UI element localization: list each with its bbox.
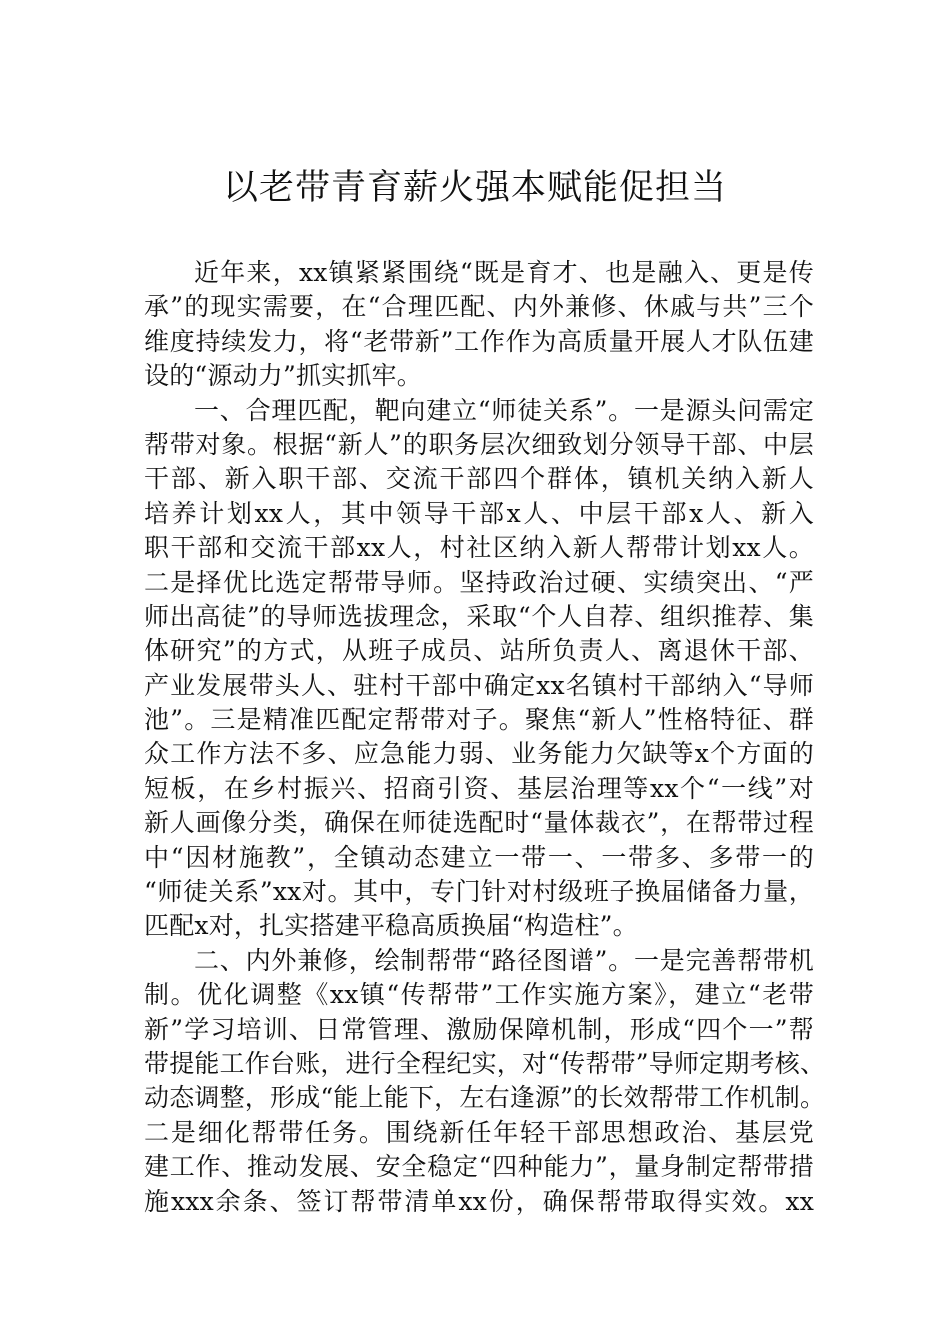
body-line: 制。优化调整《xx镇“传帮带”工作实施方案》，建立“老带 [144, 980, 814, 1010]
body-line: 培养计划xx人，其中领导干部x人、中层干部x人、新入 [144, 498, 814, 528]
body-line: 帮带对象。根据“新人”的职务层次细致划分领导干部、中层 [144, 429, 814, 459]
body-line: 二是择优比选定帮带导师。坚持政治过硬、实绩突出、“严 [144, 567, 814, 597]
body-line: 近年来，xx镇紧紧围绕“既是育才、也是融入、更是传 [194, 258, 814, 287]
body-line: 动态调整，形成“能上能下，左右逢源”的长效帮带工作机制。 [144, 1083, 826, 1113]
body-line: 带提能工作台账，进行全程纪实，对“传帮带”导师定期考核、 [144, 1048, 826, 1078]
body-line: 短板，在乡村振兴、招商引资、基层治理等xx个“一线”对 [144, 773, 814, 803]
body-line: 池”。三是精准匹配定帮带对子。聚焦“新人”性格特征、群 [144, 705, 814, 735]
body-line: 建工作、推动发展、安全稳定“四种能力”，量身制定帮带措 [144, 1152, 814, 1182]
body-line: 新人画像分类，确保在师徒选配时“量体裁衣”，在帮带过程 [144, 808, 814, 838]
body-line: 体研究”的方式，从班子成员、站所负责人、离退休干部、 [144, 636, 814, 666]
body-line: 职干部和交流干部xx人，村社区纳入新人帮带计划xx人。 [144, 533, 814, 563]
body-line: 师出高徒”的导师选拔理念，采取“个人自荐、组织推荐、集 [144, 601, 814, 631]
body-line: 二是细化帮带任务。围绕新任年轻干部思想政治、基层党 [144, 1117, 814, 1147]
body-line: 新”学习培训、日常管理、激励保障机制，形成“四个一”帮 [144, 1014, 814, 1044]
body-line: 维度持续发力，将“老带新”工作作为高质量开展人才队伍建 [144, 326, 814, 356]
body-line: 二、内外兼修，绘制帮带“路径图谱”。一是完善帮带机 [194, 945, 814, 975]
body-line: 承”的现实需要，在“合理匹配、内外兼修、休戚与共”三个 [144, 292, 814, 322]
body-line: 匹配x对，扎实搭建平稳高质换届“构造柱”。 [144, 911, 638, 941]
body-line: 一、合理匹配，靶向建立“师徒关系”。一是源头问需定 [194, 395, 814, 425]
body-line: “师徒关系”xx对。其中，专门针对村级班子换届储备力量， [144, 877, 814, 907]
document-body [144, 256, 826, 1219]
document-title: 以老带青育薪火强本赋能促担当 [222, 168, 727, 208]
body-line: 中“因材施教”，全镇动态建立一带一、一带多、多带一的 [144, 842, 814, 872]
body-line: 设的“源动力”抓实抓牢。 [144, 361, 422, 391]
body-line: 干部、新入职干部、交流干部四个群体，镇机关纳入新人 [144, 464, 814, 494]
body-line: 众工作方法不多、应急能力弱、业务能力欠缺等x个方面的 [144, 739, 814, 769]
body-line: 施xxx余条、签订帮带清单xx份，确保帮带取得实效。xx [144, 1186, 814, 1216]
body-line: 产业发展带头人、驻村干部中确定xx名镇村干部纳入“导师 [144, 670, 814, 700]
